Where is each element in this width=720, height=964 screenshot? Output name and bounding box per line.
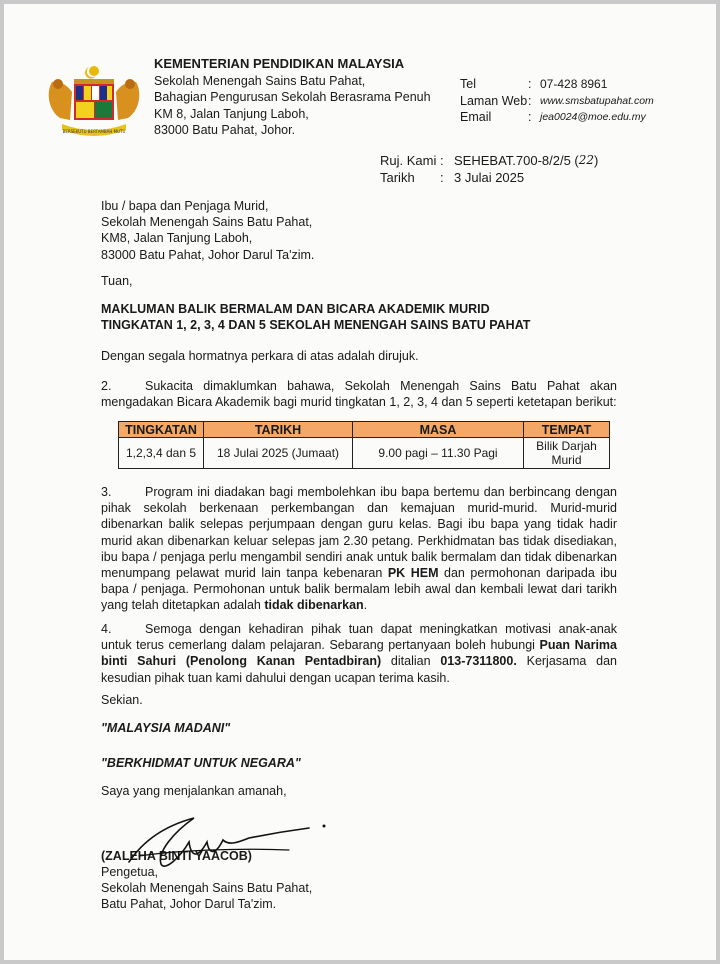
closing-amanah: Saya yang menjalankan amanah, xyxy=(101,784,287,798)
closing-sekian: Sekian. xyxy=(101,693,143,707)
signatory-title: Pengetua, xyxy=(101,865,158,879)
letter-date: Tarikh : 3 Julai 2025 xyxy=(380,170,525,185)
signatory-name: (ZALEHA BINTI YAACOB) xyxy=(101,849,252,863)
slogan-berkhidmat: "BERKHIDMAT UNTUK NEGARA" xyxy=(101,756,301,770)
ministry-name: KEMENTERIAN PENDIDIKAN MALAYSIA xyxy=(154,56,405,71)
letterhead-left xyxy=(154,56,464,139)
reference-number: Ruj. Kami : SEHEBAT.700-8/2/5 ( 22 ) xyxy=(380,153,599,168)
paragraph-4: 4. Semoga dengan kehadiran pihak tuan dapat meningkatkan motivasi anak-anak untuk terus cemerlang dalam pelajaran. Sebarang pertanyaan boleh hubungi Puan Narima binti Sahuri (Penolong Kanan Pentadbiran) ditalian 013-7311800. Kerjasama dan kesudian pihak tuan kami dahului dengan ucapan terima kasih. xyxy=(101,622,617,685)
paragraph-2: 2. Sukacita dimaklumkan bahawa, Sekolah Menengah Sains Batu Pahat akan mengadakan Bicara Akademik bagi murid tingkatan 1, 2, 3, 4 dan 5 seperti ketetapan berikut: xyxy=(101,379,617,410)
table-cell: 9.00 pagi – 11.30 Pagi xyxy=(353,438,524,469)
contact-website: Laman Web : www.smsbatupahat.com xyxy=(460,93,654,108)
table-header: TINGKATAN xyxy=(119,422,204,438)
signatory-block: (ZALEHA BINTI YAACOB) Pengetua, Sekolah Menengah Sains Batu Pahat, Batu Pahat, Johor Darul Ta'zim. xyxy=(101,849,313,911)
svg-text:BERSEKUTU BERTAMBAH MUTU: BERSEKUTU BERTAMBAH MUTU xyxy=(62,129,126,134)
school-address-line: KM 8, Jalan Tanjung Laboh, xyxy=(154,106,309,121)
school-address-line: Sekolah Menengah Sains Batu Pahat, xyxy=(154,73,366,88)
paragraph-3: 3. Program ini diadakan bagi membolehkan ibu bapa bertemu dan berbincang dengan pihak sekolah berkenaan perkembangan dan kemajuan murid-murid. Murid-murid dibenarkan balik selepas perjumpaan dengan guru kelas. Bagi ibu bapa yang tidak hadir murid akan dibenarkan keluar selepas jam 2.30 petang. Perkhidmatan bas tidak disediakan, ibu bapa / penjaga perlu mengambil sendiri anak untuk balik bermalam dan tidak dibenarkan menumpang pelawat murid lain tanpa kebenaran PK HEM dan permohonan daripada ibu bapa / penjaga. Permohonan untuk balik bermalam lebih awal dan kembali lewat dari tarikh yang telah ditetapkan adalah tidak dibenarkan. xyxy=(101,485,617,613)
opening-sentence: Dengan segala hormatnya perkara di atas adalah dirujuk. xyxy=(101,349,419,363)
handwritten-ref-number: 22 xyxy=(578,153,595,167)
table-cell: 18 Julai 2025 (Jumaat) xyxy=(204,438,353,469)
table-cell: Bilik Darjah Murid xyxy=(524,438,610,469)
table-cell: 1,2,3,4 dan 5 xyxy=(119,438,204,469)
recipient-address: Ibu / bapa dan Penjaga Murid, Sekolah Menengah Sains Batu Pahat, KM8, Jalan Tanjung Laboh, 83000 Batu Pahat, Johor Darul Ta'zim. xyxy=(101,199,315,262)
handwritten-signature xyxy=(119,812,334,880)
contact-tel: Tel : 07-428 8961 xyxy=(460,77,608,91)
school-address-line: Bahagian Pengurusan Sekolah Berasrama Penuh xyxy=(154,90,431,104)
letterhead-contact xyxy=(460,76,700,126)
slogan-malaysia-madani: "MALAYSIA MADANI" xyxy=(101,721,231,735)
table-header: MASA xyxy=(353,422,524,438)
malaysia-coat-of-arms-icon xyxy=(40,62,148,144)
table-header: TARIKH xyxy=(204,422,353,438)
letter-page xyxy=(4,4,716,960)
school-address-line: 83000 Batu Pahat, Johor. xyxy=(154,123,296,137)
schedule-table xyxy=(118,421,610,469)
contact-email: Email : jea0024@moe.edu.my xyxy=(460,110,646,124)
letter-subject: MAKLUMAN BALIK BERMALAM DAN BICARA AKADEMIK MURID TINGKATAN 1, 2, 3, 4 DAN 5 SEKOLAH MENENGAH SAINS BATU PAHAT xyxy=(101,302,531,333)
reference-block xyxy=(380,152,598,186)
table-row xyxy=(119,438,610,469)
table-header-row xyxy=(119,422,610,438)
salutation: Tuan, xyxy=(101,274,133,288)
table-header: TEMPAT xyxy=(524,422,610,438)
